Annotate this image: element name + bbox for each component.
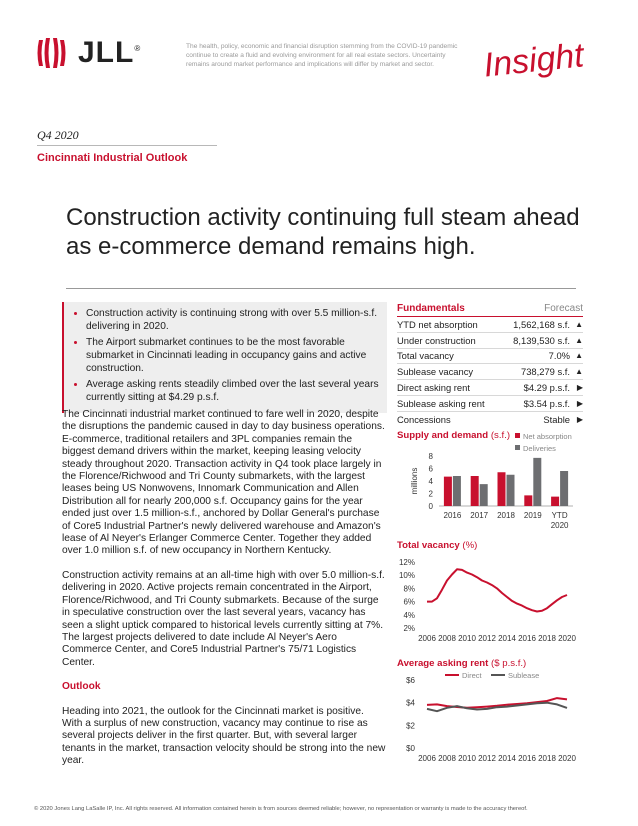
rent-chart xyxy=(395,668,585,770)
y-tick-label: $0 xyxy=(406,744,415,753)
metric-label: Under construction xyxy=(397,334,476,346)
y-tick-label: 0 xyxy=(428,502,433,511)
outlook-heading: Outlook xyxy=(62,681,101,693)
trend-up-icon: ▲ xyxy=(575,335,583,345)
legend-label: Deliveries xyxy=(523,444,556,453)
supply-demand-chart-title: Supply and demand (s.f.) xyxy=(397,430,511,441)
series-line-sublease xyxy=(427,703,567,712)
x-tick-label: 2019 xyxy=(523,511,542,520)
trend-up-icon: ▲ xyxy=(575,367,583,377)
footer-copyright: © 2020 Jones Lang LaSalle IP, Inc. All rights reserved. All information contained herein is from sources deemed reliable; however, no representation or warranty is made to the accuracy thereof. xyxy=(34,806,528,812)
y-tick-label: $2 xyxy=(406,721,415,731)
x-tick-label: 2018 xyxy=(538,754,556,763)
supply-demand-chart xyxy=(395,430,585,540)
body-paragraph: Heading into 2021, the outlook for the Cincinnati market is positive. With a surplus of new construction, vacancy may continue to rise as several projects deliver in the first quarter. But, with several larger tenants in the market, transaction velocity should be strong into the new year. xyxy=(62,705,386,767)
covid-disclaimer: The health, policy, economic and financial disruption stemming from the COVID-19 pandemic continue to create a fluid and evolving environment for all real estate sectors. Uncertainty remains around market performance and implications will differ by market and sector. xyxy=(186,43,458,68)
vacancy-chart-title: Total vacancy (%) xyxy=(397,540,478,551)
legend-swatch xyxy=(515,433,520,438)
x-tick-label: 2018 xyxy=(497,511,515,520)
x-tick-label: 2020 xyxy=(550,521,569,530)
metric-value: 1,562,168 s.f. xyxy=(513,318,570,330)
highlight-item: • Construction activity is continuing strong with over 5.5 million-s.f. delivering in 2020. xyxy=(86,307,381,333)
vacancy-chart xyxy=(395,552,585,652)
bar-deliveries xyxy=(560,471,568,506)
x-tick-label: 2012 xyxy=(478,754,496,763)
legend-label: Sublease xyxy=(508,671,540,680)
highlight-item: • The Airport submarket continues to be the most favorable submarket in Cincinnati leading in occupancy gains and active construction. xyxy=(86,336,381,375)
y-tick-label: 6 xyxy=(428,464,433,474)
forecast-label: Forecast xyxy=(544,303,583,314)
headline: Construction activity continuing full steam ahead as e-commerce demand remains high. xyxy=(66,204,580,260)
fundamentals-table xyxy=(397,303,583,427)
fundamentals-title: Fundamentals xyxy=(397,303,465,314)
x-tick-label: 2020 xyxy=(558,634,576,643)
y-tick-label: 2% xyxy=(403,624,415,633)
metric-value: Stable xyxy=(543,413,570,425)
divider xyxy=(37,145,217,146)
x-tick-label: 2016 xyxy=(443,511,462,520)
y-tick-label: 12% xyxy=(398,558,415,567)
trend-flat-icon: ▶ xyxy=(576,398,583,408)
trend-flat-icon: ▶ xyxy=(576,383,583,393)
insight-wordmark xyxy=(478,24,618,94)
y-tick-label: 10% xyxy=(398,571,415,581)
divider xyxy=(66,288,576,289)
series-line-vacancy xyxy=(427,569,567,611)
table-row xyxy=(397,317,583,333)
key-highlights xyxy=(62,302,387,413)
y-tick-label: 4% xyxy=(403,610,415,620)
table-row xyxy=(397,396,583,412)
x-tick-label: 2012 xyxy=(478,634,496,643)
jll-logo-icon xyxy=(36,36,70,70)
metric-value: 8,139,530 s.f. xyxy=(513,334,570,346)
report-quarter: Q4 2020 xyxy=(37,128,79,142)
x-tick-label: 2020 xyxy=(558,754,576,763)
trend-up-icon: ▲ xyxy=(575,319,583,329)
bar-net-absorption xyxy=(471,476,479,506)
y-tick-label: 8 xyxy=(428,452,433,461)
x-tick-label: 2018 xyxy=(538,634,556,643)
x-tick-label: 2010 xyxy=(458,754,476,763)
trend-flat-icon: ▶ xyxy=(576,414,583,424)
metric-label: Direct asking rent xyxy=(397,382,470,394)
metric-value: $3.54 p.s.f. xyxy=(523,397,570,409)
y-tick-label: $4 xyxy=(406,698,415,708)
y-tick-label: 8% xyxy=(403,584,415,594)
metric-label: Concessions xyxy=(397,413,451,425)
x-tick-label: 2006 xyxy=(418,634,436,643)
bar-net-absorption xyxy=(498,472,506,506)
body-text xyxy=(62,409,387,768)
y-tick-label: 6% xyxy=(403,597,415,607)
table-row xyxy=(397,412,583,427)
x-tick-label: 2016 xyxy=(518,754,536,763)
bar-net-absorption xyxy=(444,477,452,506)
x-tick-label: 2008 xyxy=(438,634,456,643)
table-row xyxy=(397,333,583,349)
bar-deliveries xyxy=(453,476,461,506)
insight-text: Insight xyxy=(481,36,586,85)
trend-up-icon: ▲ xyxy=(575,351,583,361)
metric-label: YTD net absorption xyxy=(397,318,478,330)
metric-label: Sublease asking rent xyxy=(397,397,485,409)
x-tick-label: 2006 xyxy=(418,754,436,763)
brand-name: JLL® xyxy=(78,36,142,69)
body-paragraph: The Cincinnati industrial market continued to fare well in 2020, despite the disruptions the pandemic caused in day to day business operations. E-commerce, traditional retailers and 3PL companies remain the biggest demand drivers within the market, keeping leasing velocity steady throughout 2020. Transaction activity in Q4 took place largely in the Florence/Richwood and Tri County submarkets, with the largest leases being US Nonwovens, Innomark Communication and Allen Distribution all for nearly 200,000 s.f. Occupancy gains for the year ended just over 1.5 million-s.f., anchored by Dollar General's purchase of Core5 Industrial Partner's newly delivered warehouse and Amazon's lease of Al Neyer's Erlanger Commerce Center. Together they added over 1.0 million s.f. of new occupancy in Northern Kentucky. xyxy=(62,409,385,557)
x-tick-label: 2008 xyxy=(438,754,456,763)
y-tick-label: $6 xyxy=(406,676,415,685)
metric-label: Total vacancy xyxy=(397,350,454,362)
y-tick-label: 2 xyxy=(428,489,433,499)
legend-label: Net absorption xyxy=(523,432,572,441)
legend-swatch xyxy=(515,445,520,450)
x-tick-label: 2010 xyxy=(458,634,476,643)
y-axis-label: millions xyxy=(410,467,419,495)
x-tick-label: 2014 xyxy=(498,754,516,763)
table-row xyxy=(397,349,583,365)
metric-value: $4.29 p.s.f. xyxy=(523,382,570,394)
bar-net-absorption xyxy=(551,497,559,506)
legend-label: Direct xyxy=(462,671,482,680)
x-tick-label: YTD xyxy=(551,511,568,520)
bar-deliveries xyxy=(480,484,488,506)
bar-deliveries xyxy=(507,475,515,506)
y-tick-label: 4 xyxy=(428,477,433,486)
highlight-item: • Average asking rents steadily climbed over the last several years currently sitting at $4.29 p.s.f. xyxy=(86,378,381,404)
bar-deliveries xyxy=(533,458,541,506)
table-row xyxy=(397,380,583,396)
x-tick-label: 2014 xyxy=(498,634,516,643)
rent-chart-title: Average asking rent ($ p.s.f.) xyxy=(397,658,527,669)
report-title: Cincinnati Industrial Outlook xyxy=(37,152,188,164)
body-paragraph: Construction activity remains at an all-time high with over 5.0 million-s.f. delivering in 2020. Active projects remain concentrated in the Airport, Florence/Richwood, and Tri County submarkets. Because of the surge in speculative construction over the last several years, vacancy has seen a slight uptick compared to historical levels currently sitting at 7%. The largest projects delivered to date include Al Neyer's Aero Commerce Center, and Core5 Industrial Partner's 75/71 Logistics Center. xyxy=(62,569,385,668)
bar-net-absorption xyxy=(524,495,532,506)
fundamentals-header xyxy=(397,303,583,317)
metric-label: Sublease vacancy xyxy=(397,366,474,378)
table-row xyxy=(397,364,583,380)
metric-value: 7.0% xyxy=(548,350,570,362)
metric-value: 738,279 s.f. xyxy=(521,366,570,378)
x-tick-label: 2017 xyxy=(470,511,489,520)
x-tick-label: 2016 xyxy=(518,634,536,643)
